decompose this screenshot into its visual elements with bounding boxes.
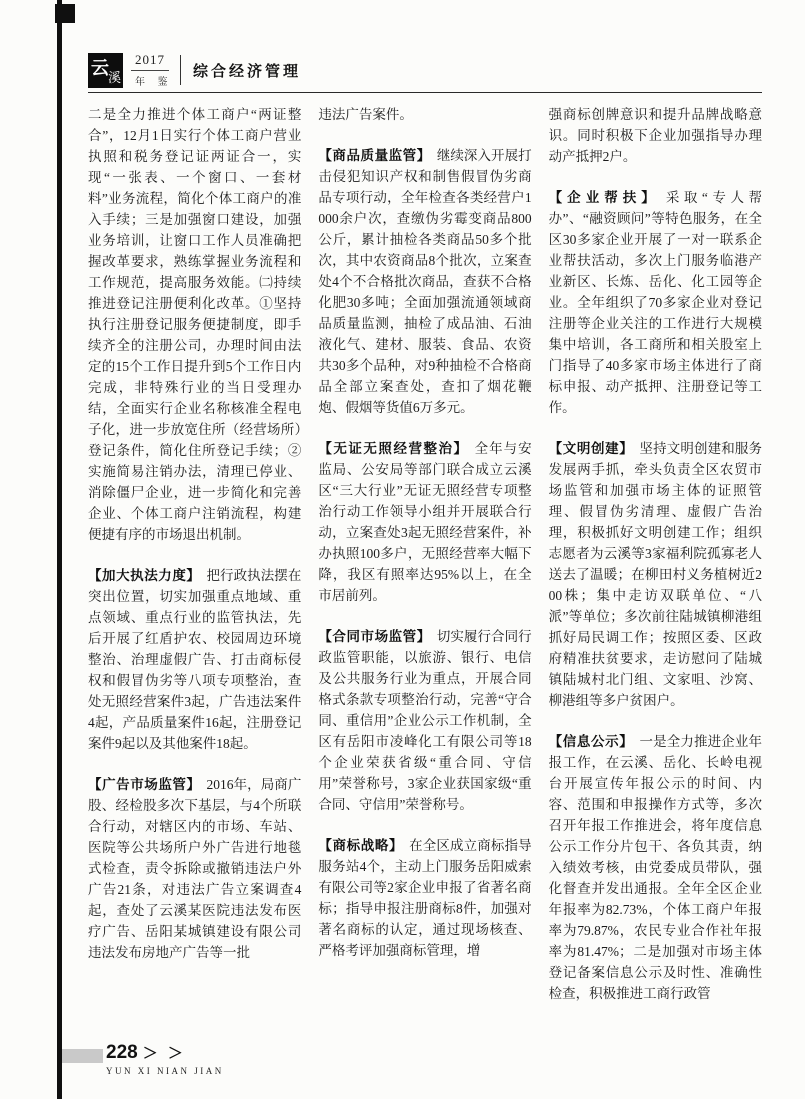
entry-paragraph: 【合同市场监管】 切实履行合同行政监管职能，以旅游、银行、电信及公共服务行业为重点，开展合同格式条款专项整治行动，完善“守合同、重信用”企业公示工作机制，全区有岳阳市凌峰化工有限公司等18个企业荣获省级“重合同、守信用”荣誉称号，3家企业获国家级“重合同、守信用”荣誉称号。	[318, 629, 532, 812]
footer-main	[106, 1042, 224, 1076]
entry-heading: 【商品质量监管】	[318, 148, 431, 163]
entry-heading: 【广告市场监管】	[88, 777, 201, 792]
left-margin-bar	[57, 0, 62, 1099]
year-label: 年 鉴	[135, 77, 173, 88]
section-title: 综合经济管理	[193, 62, 302, 80]
page-number: 228	[106, 1042, 138, 1063]
year: 2017	[135, 52, 165, 67]
page-footer	[62, 1042, 224, 1076]
entry-heading: 【信息公示】	[548, 734, 634, 749]
year-group	[130, 52, 173, 88]
entry-paragraph: 【加大执法力度】 把行政执法摆在突出位置，切实加强重点地域、重点领域、重点行业的监管执法，先后开展了红盾护农、校园周边环境整治、治理虚假广告、打击商标侵权和假冒伪劣等八项专项整治，查处无照经营案件3起，广告违法案件4起，产品质量案件16起，注册登记案件9起以及其他案件18起。	[88, 568, 302, 751]
entry-heading: 【无证无照经营整治】	[318, 441, 469, 456]
header-rule-line	[88, 92, 762, 93]
text-column	[549, 104, 762, 1004]
continuation-paragraph: 强商标创牌意识和提升品牌战略意识。同时积极下企业加强指导办理动产抵押2户。	[548, 107, 762, 164]
journal-name: YUN XI NIAN JIAN	[106, 1066, 224, 1076]
text-column	[318, 104, 531, 1004]
logo-character-bottom: 溪	[107, 69, 121, 85]
yearbook-logo	[88, 53, 123, 88]
entry-paragraph: 【企业帮扶】 采取“专人帮办”、“融资顾问”等特色服务，在全区30多家企业开展了一对一联系企业帮扶活动，多次上门服务临港产业新区、长炼、岳化、化工园等企业。全年组织了70多家企业对登记注册等企业关注的工作进行大规模集中培训，各工商所和相关股室上门指导了40多家市场主体进行了商标申报、动产抵押、注册登记等工作。	[548, 190, 762, 415]
entry-heading: 【文明创建】	[548, 441, 634, 456]
year-divider-line	[131, 70, 169, 71]
footer-decoration-block	[62, 1049, 103, 1063]
text-column	[88, 104, 301, 1004]
entry-paragraph: 【文明创建】 坚持文明创建和服务发展两手抓，牵头负责全区农贸市场监管和加强市场主体的证照管理、假冒伪劣清理、虚假广告治理，积极抓好文明创建工作；组织志愿者为云溪等3家福利院孤寡老人送去了温暖；在柳田村义务植树近200株；集中走访双联单位、“八派”等单位；多次前往陆城镇柳港组抓好局民调工作；按照区委、区政府精准扶贫要求，走访慰问了陆城镇陆城村北门组、文家咀、沙窝、柳港组等多户贫困户。	[548, 441, 762, 708]
article-body	[88, 104, 762, 1004]
footer-arrows: ＞ ＞	[142, 1045, 186, 1062]
logo-character-top: 云	[91, 57, 109, 78]
entry-heading: 【商标战略】	[318, 838, 404, 853]
entry-paragraph: 【广告市场监管】 2016年，局商广股、经检股多次下基层，与4个所联合行动，对辖区内的市场、车站、医院等公共场所户外广告进行地毯式检查，责令拆除或撤销违法户外广告21条，对违法广告立案调查4起，查处了云溪某医院违法发布医疗广告、岳阳某城镇建设有限公司违法发布房地产广告等一批	[88, 777, 302, 960]
entry-paragraph: 【信息公示】 一是全力推进企业年报工作，在云溪、岳化、长岭电视台开展宣传年报公示的时间、内容、范围和申报操作方式等，多次召开年报工作推进会，将年度信息公示工作分片包干、各负其责，纳入绩效考核，由党委成员带队，强化督查并发出通报。全年全区企业年报率为82.73%，个体工商户年报率为79.87%，农民专业合作社年报率为81.47%；二是加强对市场主体登记备案信息公示及时性、准确性检查，积极推进工商行政管	[548, 734, 762, 1001]
header-row	[88, 52, 762, 88]
entry-paragraph: 【商标战略】 在全区成立商标指导服务站4个，主动上门服务岳阳威索有限公司等2家企业申报了省著名商标；指导申报注册商标8件，加强对著名商标的认定，通过现场核查、严格考评加强商标管理，增	[318, 838, 532, 958]
entry-paragraph: 【商品质量监管】 继续深入开展打击侵犯知识产权和制售假冒伪劣商品专项行动，全年检查各类经营户1000余户次，查缴伪劣霉变商品800公斤，累计抽检各类商品50多个批次，其中农资商品8个批次，立案查处4个不合格批次商品，查获不合格化肥30多吨；全面加强流通领域商品质量监测，抽检了成品油、石油液化气、建材、服装、食品、农资共30多个品种，对9种抽检不合格商品全部立案查处，查扣了烟花鞭炮、假烟等货值6万多元。	[318, 148, 532, 415]
page-header	[88, 52, 762, 93]
entry-heading: 【合同市场监管】	[318, 629, 431, 644]
entry-heading: 【加大执法力度】	[88, 568, 201, 583]
entry-heading: 【企业帮扶】	[548, 190, 660, 205]
continuation-paragraph: 二是全力推进个体工商户“两证整合”，12月1日实行个体工商户营业执照和税务登记证两证合一，实现“一张表、一个窗口、一套材料”业务流程，简化个体工商户的准入手续；三是加强窗口建设，加强业务培训，让窗口工作人员准确把握改革要求，熟练掌握业务流程和工作规范，提高服务效能。㈡持续推进登记注册便利化改革。①坚持执行注册登记服务便捷制度，即手续齐全的注册公司，办理时间由法定的15个工作日提升到5个工作日内完成，非特殊行业的当日受理办结，全面实行企业名称核准全程电子化，进一步放宽住所（经营场所）登记条件，简化住所登记手续；②实施简易注销办法，清理已停业、消除僵尸企业，进一步简化和完善企业、个体工商户注销流程，构建便捷有序的市场退出机制。	[88, 107, 302, 542]
footer-line	[106, 1042, 224, 1064]
header-vertical-divider	[180, 55, 181, 85]
entry-paragraph: 【无证无照经营整治】 全年与安监局、公安局等部门联合成立云溪区“三大行业”无证无照经营专项整治行动工作领导小组并开展联合行动，立案查处3起无照经营案件，补办执照100多户，无照经营率大幅下降，我区有照率达95%以上，在全市居前列。	[318, 441, 532, 603]
continuation-paragraph: 违法广告案件。	[318, 107, 413, 122]
